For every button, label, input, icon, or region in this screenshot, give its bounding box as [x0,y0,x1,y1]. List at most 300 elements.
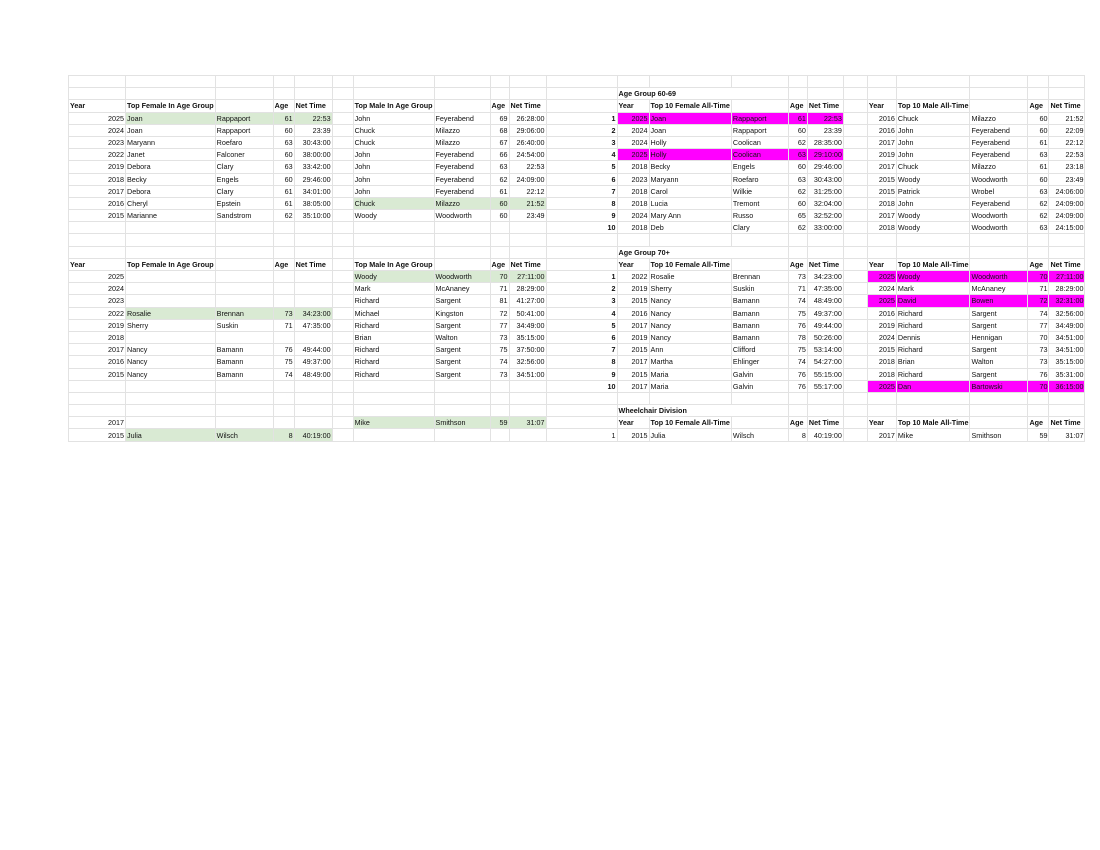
age-cell[interactable]: 8 [788,429,807,441]
first-name-cell[interactable]: Maryann [649,173,731,185]
age-cell[interactable]: 73 [1028,356,1049,368]
rank-cell[interactable]: 2 [546,124,617,136]
last-name-cell[interactable]: Woodworth [434,210,490,222]
year-header[interactable]: Year [867,417,896,429]
empty-cell[interactable] [215,88,273,100]
empty-cell[interactable] [731,392,788,404]
age-cell[interactable]: 63 [273,136,294,148]
year-cell[interactable]: 2015 [867,173,896,185]
empty-cell[interactable] [353,405,434,417]
last-name-cell[interactable]: Clary [215,185,273,197]
last-name-cell[interactable]: Woodworth [970,173,1028,185]
first-name-cell[interactable]: Chuck [896,112,970,124]
year-cell[interactable]: 2018 [867,222,896,234]
age-cell[interactable]: 66 [490,149,509,161]
empty-cell[interactable] [332,88,353,100]
first-name-cell[interactable] [353,380,434,392]
empty-cell[interactable] [843,319,867,331]
empty-cell[interactable] [546,100,617,112]
empty-cell[interactable] [843,161,867,173]
first-name-cell[interactable] [353,429,434,441]
empty-cell[interactable] [215,417,273,429]
year-cell[interactable]: 2017 [867,136,896,148]
empty-cell[interactable] [490,405,509,417]
top10-female-header[interactable]: Top 10 Female All-Time [650,101,730,111]
age-header[interactable]: Age [1028,100,1049,112]
empty-cell[interactable] [1028,88,1049,100]
top10-female-header[interactable]: Top 10 Female All-Time [650,259,730,269]
year-cell[interactable]: 2015 [617,368,649,380]
age-cell[interactable]: 78 [788,331,807,343]
age-cell[interactable]: 60 [273,173,294,185]
year-cell[interactable]: 2024 [617,136,649,148]
year-cell[interactable]: 2016 [69,197,126,209]
empty-cell[interactable] [332,319,353,331]
empty-cell[interactable] [843,88,867,100]
year-cell[interactable]: 2024 [867,283,896,295]
year-cell[interactable]: 2018 [867,197,896,209]
last-name-cell[interactable]: Brennan [215,307,273,319]
empty-cell[interactable] [843,258,867,270]
net-time-cell[interactable]: 30:43:00 [807,173,843,185]
empty-cell[interactable] [215,392,273,404]
first-name-cell[interactable]: Joan [649,124,731,136]
rank-cell[interactable]: 5 [546,319,617,331]
empty-cell[interactable] [332,331,353,343]
year-cell[interactable]: 2018 [617,197,649,209]
net-time-cell[interactable]: 34:49:00 [1049,319,1085,331]
empty-cell[interactable] [69,88,126,100]
rank-cell[interactable]: 9 [546,210,617,222]
last-name-cell[interactable] [215,283,273,295]
net-time-cell[interactable]: 32:56:00 [1049,307,1085,319]
empty-cell[interactable] [896,76,970,88]
empty-cell[interactable] [294,417,332,429]
empty-cell[interactable] [332,417,353,429]
net-time-cell[interactable]: 32:31:00 [1049,295,1085,307]
empty-cell[interactable] [807,392,843,404]
age-cell[interactable]: 61 [1028,136,1049,148]
empty-cell[interactable] [273,405,294,417]
age-cell[interactable]: 61 [1028,161,1049,173]
last-name-cell[interactable]: Wilsch [215,429,273,441]
empty-cell[interactable] [509,76,546,88]
empty-cell[interactable] [1049,234,1085,246]
last-name-cell[interactable]: Clary [215,161,273,173]
first-name-cell[interactable]: Brian [896,356,970,368]
year-cell[interactable]: 2025 [867,380,896,392]
last-name-cell[interactable]: Walton [970,356,1028,368]
empty-cell[interactable] [490,246,509,258]
age-cell[interactable]: 73 [1028,344,1049,356]
net-time-cell[interactable]: 28:29:00 [1049,283,1085,295]
last-name-cell[interactable]: Sargent [434,368,490,380]
net-time-cell[interactable]: 29:06:00 [509,124,546,136]
age-cell[interactable]: 74 [490,356,509,368]
year-cell[interactable]: 2023 [69,136,126,148]
empty-cell[interactable] [788,405,807,417]
net-time-cell[interactable]: 23:18 [1049,161,1085,173]
last-name-cell[interactable]: Bamann [731,331,788,343]
empty-cell[interactable] [843,173,867,185]
last-name-cell[interactable]: Ehlinger [731,356,788,368]
first-name-cell[interactable]: Woody [896,271,970,283]
year-cell[interactable]: 2015 [617,429,649,441]
empty-cell[interactable] [490,234,509,246]
empty-cell[interactable] [126,234,216,246]
rank-cell[interactable]: 1 [546,271,617,283]
last-name-cell[interactable]: Sargent [434,319,490,331]
rank-cell[interactable]: 8 [546,197,617,209]
net-time-cell[interactable]: 35:15:00 [1049,356,1085,368]
empty-cell[interactable] [867,76,896,88]
net-time-header[interactable]: Net Time [1049,100,1085,112]
age-cell[interactable]: 75 [788,344,807,356]
rank-cell[interactable]: 10 [546,222,617,234]
year-cell[interactable]: 2024 [617,124,649,136]
rank-cell[interactable]: 6 [546,173,617,185]
year-cell[interactable]: 2015 [867,344,896,356]
empty-cell[interactable] [546,234,617,246]
year-cell[interactable]: 2018 [617,161,649,173]
first-name-cell[interactable]: Martha [649,356,731,368]
empty-cell[interactable] [332,161,353,173]
last-name-cell[interactable]: Milazzo [970,161,1028,173]
first-name-cell[interactable]: John [353,161,434,173]
empty-cell[interactable] [867,88,896,100]
last-name-cell[interactable]: Bamann [731,307,788,319]
empty-cell[interactable] [434,246,490,258]
empty-cell[interactable] [970,405,1028,417]
rank-cell[interactable]: 6 [546,331,617,343]
first-name-cell[interactable]: Julia [649,429,731,441]
age-cell[interactable]: 63 [1028,222,1049,234]
empty-cell[interactable] [867,405,896,417]
year-cell[interactable]: 2016 [867,307,896,319]
empty-cell[interactable] [332,258,353,270]
age-cell[interactable]: 73 [273,307,294,319]
last-name-cell[interactable] [215,271,273,283]
empty-cell[interactable] [434,392,490,404]
empty-cell[interactable] [332,76,353,88]
empty-cell[interactable] [970,258,1028,270]
year-cell[interactable]: 2025 [69,112,126,124]
empty-cell[interactable] [843,149,867,161]
empty-cell[interactable] [896,88,970,100]
year-cell[interactable]: 2018 [867,356,896,368]
net-time-header[interactable]: Net Time [294,258,332,270]
net-time-cell[interactable]: 22:53 [1049,149,1085,161]
empty-cell[interactable] [843,100,867,112]
first-name-cell[interactable]: Lucia [649,197,731,209]
net-time-cell[interactable]: 31:25:00 [807,185,843,197]
net-time-cell[interactable]: 21:52 [1049,112,1085,124]
first-name-cell[interactable]: John [896,124,970,136]
empty-cell[interactable] [546,417,617,429]
first-name-cell[interactable]: Nancy [649,295,731,307]
empty-cell[interactable] [434,76,490,88]
net-time-cell[interactable]: 27:11:00 [1049,271,1085,283]
first-name-cell[interactable]: John [896,136,970,148]
first-name-cell[interactable]: Richard [353,295,434,307]
empty-cell[interactable] [649,234,731,246]
rank-cell[interactable]: 3 [546,136,617,148]
last-name-cell[interactable]: Bamann [731,319,788,331]
last-name-cell[interactable]: Kingston [434,307,490,319]
first-name-cell[interactable]: Nancy [649,319,731,331]
year-cell[interactable]: 2019 [867,149,896,161]
net-time-cell[interactable]: 23:39 [294,124,332,136]
first-name-cell[interactable]: John [353,112,434,124]
empty-cell[interactable] [509,246,546,258]
empty-cell[interactable] [1028,246,1049,258]
net-time-cell[interactable]: 22:12 [509,185,546,197]
last-name-cell[interactable]: McAnaney [970,283,1028,295]
age-cell[interactable]: 73 [788,271,807,283]
last-name-cell[interactable]: Bartowski [970,380,1028,392]
year-cell[interactable] [69,380,126,392]
net-time-cell[interactable]: 31:07 [509,417,546,429]
year-cell[interactable]: 2024 [69,124,126,136]
empty-cell[interactable] [353,234,434,246]
empty-cell[interactable] [332,392,353,404]
empty-cell[interactable] [215,100,273,112]
first-name-cell[interactable]: Holly [649,149,731,161]
empty-cell[interactable] [69,234,126,246]
age-cell[interactable]: 8 [273,429,294,441]
last-name-cell[interactable]: Sargent [970,319,1028,331]
top-female-header[interactable]: Top Female In Age Group [127,101,214,111]
age-cell[interactable] [273,271,294,283]
age-cell[interactable] [490,222,509,234]
empty-cell[interactable] [69,76,126,88]
last-name-cell[interactable]: Woodworth [970,210,1028,222]
empty-cell[interactable] [273,417,294,429]
year-cell[interactable]: 2017 [617,356,649,368]
age-cell[interactable]: 60 [1028,112,1049,124]
empty-cell[interactable] [215,76,273,88]
empty-cell[interactable] [788,234,807,246]
age-cell[interactable]: 76 [1028,368,1049,380]
empty-cell[interactable] [617,76,649,88]
net-time-cell[interactable]: 27:11:00 [509,271,546,283]
empty-cell[interactable] [970,234,1028,246]
empty-cell[interactable] [490,88,509,100]
net-time-header[interactable]: Net Time [509,258,546,270]
last-name-cell[interactable]: Bamann [215,356,273,368]
age-cell[interactable]: 63 [1028,149,1049,161]
first-name-cell[interactable] [126,331,216,343]
year-cell[interactable]: 2017 [69,344,126,356]
empty-cell[interactable] [332,283,353,295]
year-cell[interactable]: 2018 [617,185,649,197]
first-name-cell[interactable]: Maryann [126,136,216,148]
first-name-cell[interactable]: Chuck [353,136,434,148]
net-time-cell[interactable]: 24:09:00 [1049,210,1085,222]
age-cell[interactable]: 60 [490,210,509,222]
first-name-cell[interactable]: Richard [353,344,434,356]
empty-cell[interactable] [353,392,434,404]
empty-cell[interactable] [546,246,617,258]
age-cell[interactable]: 63 [788,173,807,185]
empty-cell[interactable] [896,246,970,258]
first-name-cell[interactable]: Woody [896,210,970,222]
age-cell[interactable]: 70 [1028,331,1049,343]
last-name-cell[interactable]: Clary [731,222,788,234]
first-name-cell[interactable]: Woody [896,173,970,185]
first-name-cell[interactable]: Ann [649,344,731,356]
empty-cell[interactable] [546,88,617,100]
empty-cell[interactable] [332,405,353,417]
empty-cell[interactable] [332,368,353,380]
first-name-cell[interactable]: Brian [353,331,434,343]
empty-cell[interactable] [843,222,867,234]
empty-cell[interactable] [970,392,1028,404]
age-cell[interactable]: 62 [1028,197,1049,209]
age-cell[interactable]: 69 [490,112,509,124]
first-name-cell[interactable]: Woody [353,271,434,283]
age-cell[interactable]: 71 [1028,283,1049,295]
net-time-header[interactable]: Net Time [807,258,843,270]
empty-cell[interactable] [332,307,353,319]
last-name-cell[interactable] [434,380,490,392]
empty-cell[interactable] [731,234,788,246]
net-time-cell[interactable]: 34:23:00 [807,271,843,283]
age-cell[interactable]: 74 [788,295,807,307]
age-cell[interactable]: 75 [273,356,294,368]
empty-cell[interactable] [434,405,490,417]
empty-cell[interactable] [332,100,353,112]
first-name-cell[interactable]: Sherry [649,283,731,295]
empty-cell[interactable] [126,246,216,258]
net-time-cell[interactable]: 30:43:00 [294,136,332,148]
empty-cell[interactable] [294,246,332,258]
top10-male-header[interactable]: Top 10 Male All-Time [897,101,969,111]
first-name-cell[interactable]: Woody [896,222,970,234]
empty-cell[interactable] [843,392,867,404]
rank-cell[interactable]: 1 [546,112,617,124]
first-name-cell[interactable]: Richard [896,307,970,319]
net-time-cell[interactable]: 34:51:00 [1049,331,1085,343]
age-header[interactable]: Age [273,100,294,112]
last-name-cell[interactable]: Bamann [215,344,273,356]
empty-cell[interactable] [731,417,788,429]
empty-cell[interactable] [843,368,867,380]
first-name-cell[interactable] [126,271,216,283]
last-name-cell[interactable]: Feyerabend [434,149,490,161]
age-cell[interactable]: 60 [1028,124,1049,136]
last-name-cell[interactable]: Clifford [731,344,788,356]
last-name-cell[interactable]: Hennigan [970,331,1028,343]
year-cell[interactable]: 2017 [69,417,126,429]
empty-cell[interactable] [353,88,434,100]
net-time-cell[interactable]: 26:28:00 [509,112,546,124]
year-cell[interactable]: 2018 [617,222,649,234]
section-title[interactable]: Age Group 70+ [617,246,788,258]
net-time-cell[interactable]: 48:49:00 [294,368,332,380]
first-name-cell[interactable]: John [353,149,434,161]
net-time-cell[interactable]: 26:40:00 [509,136,546,148]
net-time-cell[interactable]: 36:15:00 [1049,380,1085,392]
year-cell[interactable]: 2017 [617,380,649,392]
empty-cell[interactable] [788,88,807,100]
net-time-cell[interactable]: 23:49 [509,210,546,222]
rank-cell[interactable]: 3 [546,295,617,307]
rank-cell[interactable]: 4 [546,307,617,319]
first-name-cell[interactable]: John [353,185,434,197]
empty-cell[interactable] [332,185,353,197]
empty-cell[interactable] [332,246,353,258]
year-header[interactable]: Year [69,100,126,112]
net-time-header[interactable]: Net Time [807,100,843,112]
empty-cell[interactable] [970,76,1028,88]
empty-cell[interactable] [69,392,126,404]
top10-male-header[interactable]: Top 10 Male All-Time [897,259,969,269]
empty-cell[interactable] [896,392,970,404]
net-time-cell[interactable] [294,295,332,307]
year-cell[interactable]: 2022 [617,271,649,283]
last-name-cell[interactable]: Coolican [731,149,788,161]
age-cell[interactable]: 59 [1028,429,1049,441]
year-header[interactable]: Year [617,258,649,270]
net-time-cell[interactable]: 35:31:00 [1049,368,1085,380]
first-name-cell[interactable]: Marianne [126,210,216,222]
age-cell[interactable]: 62 [490,173,509,185]
last-name-cell[interactable]: Woodworth [970,222,1028,234]
empty-cell[interactable] [215,246,273,258]
first-name-cell[interactable]: Richard [896,319,970,331]
age-header[interactable]: Age [490,258,509,270]
empty-cell[interactable] [843,210,867,222]
section-title[interactable]: Wheelchair Division [617,405,788,417]
empty-cell[interactable] [126,392,216,404]
empty-cell[interactable] [1028,405,1049,417]
net-time-cell[interactable]: 49:44:00 [294,344,332,356]
empty-cell[interactable] [294,392,332,404]
first-name-cell[interactable]: Chuck [353,197,434,209]
net-time-cell[interactable]: 55:17:00 [807,380,843,392]
first-name-cell[interactable]: Debora [126,185,216,197]
empty-cell[interactable] [332,429,353,441]
empty-cell[interactable] [332,222,353,234]
net-time-cell[interactable]: 50:41:00 [509,307,546,319]
net-time-cell[interactable]: 33:42:00 [294,161,332,173]
empty-cell[interactable] [332,173,353,185]
empty-cell[interactable] [215,258,273,270]
net-time-cell[interactable]: 33:00:00 [807,222,843,234]
age-cell[interactable]: 72 [1028,295,1049,307]
first-name-cell[interactable]: John [896,197,970,209]
empty-cell[interactable] [970,88,1028,100]
empty-cell[interactable] [332,234,353,246]
first-name-cell[interactable]: Joan [126,112,216,124]
net-time-cell[interactable]: 47:35:00 [294,319,332,331]
first-name-cell[interactable]: Nancy [649,331,731,343]
rank-cell[interactable]: 7 [546,185,617,197]
last-name-cell[interactable]: Feyerabend [970,149,1028,161]
empty-cell[interactable] [434,234,490,246]
empty-cell[interactable] [843,234,867,246]
age-cell[interactable]: 60 [273,149,294,161]
age-cell[interactable]: 60 [788,124,807,136]
net-time-cell[interactable]: 24:09:00 [1049,197,1085,209]
empty-cell[interactable] [843,197,867,209]
last-name-cell[interactable]: Engels [731,161,788,173]
empty-cell[interactable] [273,246,294,258]
net-time-cell[interactable]: 47:35:00 [807,283,843,295]
empty-cell[interactable] [1049,88,1085,100]
empty-cell[interactable] [126,88,216,100]
